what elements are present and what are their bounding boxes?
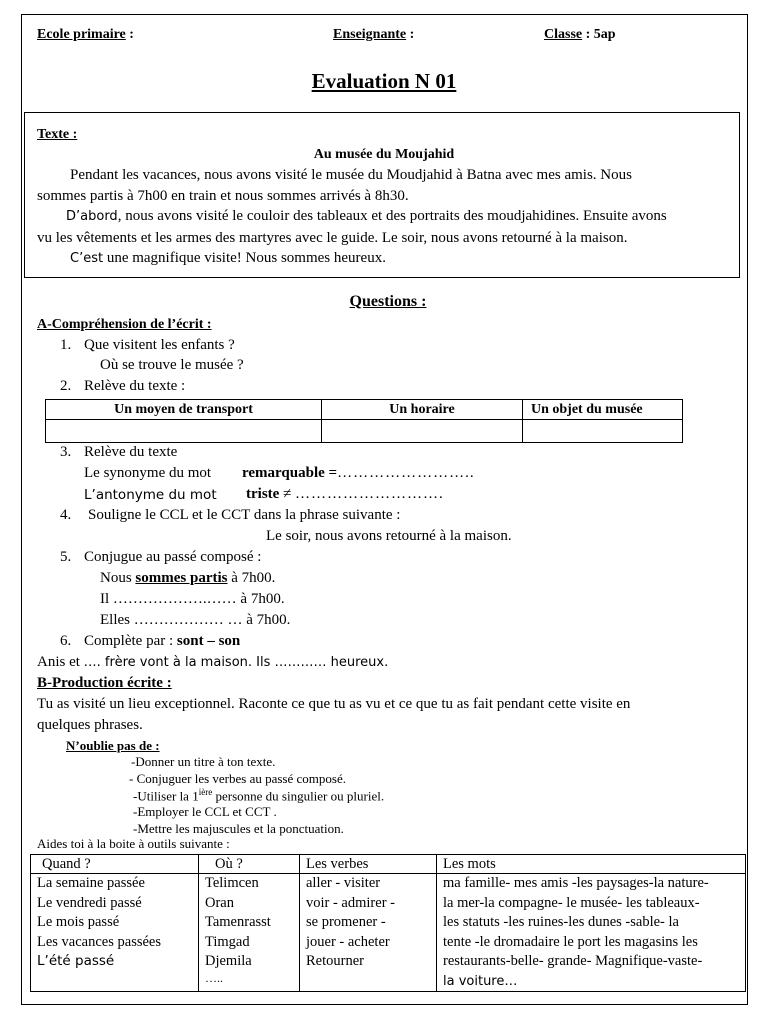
table-header-horaire: Un horaire	[322, 400, 523, 420]
school-label: Ecole primaire	[37, 27, 126, 42]
q3-antonym-sign: ≠	[279, 486, 296, 502]
reminder-title: N’oublie pas de :	[66, 738, 160, 753]
verbe-item: voir - admirer -	[306, 894, 395, 911]
q3-antonym-label: L’antonyme du mot	[84, 487, 217, 503]
q6-sentence-start: Anis et	[37, 654, 84, 670]
ou-item: Telimcen	[205, 875, 259, 891]
ou-item: Timgad	[205, 933, 250, 950]
text-section-label: Texte :	[37, 127, 78, 142]
text-p1-line1: Pendant les vacances, nous avons visité le musée du Moudjahid à Batna avec mes amis. Nous	[70, 167, 632, 183]
reminder-3-sup: ière	[198, 787, 213, 797]
q5-nous-verb: sommes partis	[135, 570, 228, 586]
q3-synonym-line	[242, 465, 475, 482]
verbe-item: Retourner	[306, 953, 364, 969]
mots-line: ma famille- mes amis -les paysages-la nature-	[443, 875, 709, 891]
ou-item: Tamenrasst	[205, 914, 271, 930]
text-p2-line1	[66, 208, 667, 225]
quand-item: L’été passé	[37, 953, 115, 969]
q5-line-il	[100, 591, 285, 608]
q6-sentence-rest[interactable]: …. frère vont à la maison. Ils ………… heureux.	[83, 655, 389, 670]
toolbox-col-quand	[31, 874, 199, 992]
table-header-transport: Un moyen de transport	[46, 400, 322, 420]
text-p3-rest: une magnifique visite! Nous sommes heureux.	[103, 250, 386, 266]
toolbox-col-verbes	[300, 874, 437, 992]
transport-table-header-row	[46, 400, 683, 420]
q1-text: Que visitent les enfants ?	[84, 337, 235, 353]
reminder-3	[133, 787, 384, 804]
reminder-5: -Mettre les majuscules et la ponctuation.	[133, 821, 344, 836]
toolbox-header-row	[31, 855, 746, 874]
text-p2-rest: , nous avons visité le couloir des tableaux et des portraits des moudjahidines. Ensuite avons	[117, 208, 667, 224]
toolbox-col-ou	[199, 874, 300, 992]
reminder-3-end: personne du singulier ou pluriel.	[212, 788, 385, 804]
reminder-4: -Employer le CCL et CCT .	[133, 804, 277, 819]
q3-antonym-line	[246, 486, 444, 503]
section-b-title: B-Production écrite :	[37, 675, 172, 691]
class-label: Classe	[544, 27, 583, 42]
mots-line: les statuts -les ruines-les dunes -sable- la	[443, 914, 679, 930]
ou-item: Oran	[205, 894, 234, 911]
q6-words: sont – son	[176, 633, 241, 649]
q4-number: 4.	[60, 507, 72, 523]
q6-text: Complète par :	[84, 633, 177, 649]
toolbox-header-verbes: Les verbes	[300, 855, 437, 874]
verbe-item: se promener -	[306, 914, 386, 930]
q6-number: 6.	[60, 633, 72, 649]
q5-elles-blank[interactable]: ……………… …	[133, 612, 243, 628]
aids-line: Aides toi à la boite à outils suivante :	[37, 836, 230, 851]
q4-sentence: Le soir, nous avons retourné à la maison.	[266, 528, 512, 544]
mots-line: tente -le dromadaire le port les magasins les	[443, 933, 698, 950]
section-b-prompt-line2: quelques phrases.	[37, 717, 143, 733]
q3-antonym-blank[interactable]: ……………………….	[295, 486, 444, 502]
q1-number: 1.	[60, 337, 72, 353]
q3-synonym-word: remarquable =	[242, 465, 338, 481]
toolbox-col-mots	[437, 874, 746, 992]
questions-title: Questions :	[349, 293, 427, 310]
reminder-3-start: -Utiliser la 1	[133, 788, 199, 804]
transport-table	[45, 399, 683, 443]
section-a-title: A-Compréhension de l’écrit :	[37, 317, 212, 332]
ou-item: …..	[205, 970, 223, 985]
q3-antonym-word: triste	[246, 486, 280, 502]
section-b-prompt-line1: Tu as visité un lieu exceptionnel. Raconte ce que tu as vu et ce que tu as fait pendant cette visite en	[37, 696, 631, 712]
teacher-label-line	[333, 27, 414, 43]
school-suffix: :	[125, 27, 134, 42]
q5-nous-subject: Nous	[100, 570, 136, 586]
toolbox-header-ou: Où ?	[199, 855, 300, 874]
toolbox-table	[30, 854, 746, 992]
q5-text: Conjugue au passé composé :	[84, 549, 262, 565]
text-p2-line2: vu les vêtements et les armes des martyres avec le guide. Le soir, nous avons retourné à la maison.	[37, 230, 628, 246]
mots-line: restaurants-belle- grande- Magnifique-vaste-	[443, 953, 703, 969]
toolbox-header-mots: Les mots	[437, 855, 746, 874]
q5-number: 5.	[60, 549, 72, 565]
verbe-item: jouer - acheter	[306, 933, 390, 950]
reminder-1: -Donner un titre à ton texte.	[131, 754, 276, 769]
school-label-line	[37, 27, 134, 43]
reminder-2: - Conjuguer les verbes au passé composé.	[129, 771, 346, 786]
answer-cell-horaire[interactable]	[322, 420, 523, 443]
page-title: Evaluation N 01	[311, 69, 457, 93]
text-p3-start: C’est	[70, 251, 104, 266]
answer-cell-objet[interactable]	[523, 420, 683, 443]
text-heading: Au musée du Moujahid	[313, 147, 455, 162]
q3-synonym-blank[interactable]: ……………………..	[337, 465, 475, 481]
q3-text: Relève du texte	[84, 444, 178, 460]
q5-il-blank[interactable]: ……………….……	[112, 591, 237, 607]
mots-line: la mer-la compagne- le musée- les tableaux-	[443, 894, 700, 911]
text-p2-start: D’abord	[66, 209, 118, 224]
q5-elles-subject: Elles	[100, 612, 134, 628]
q3-number: 3.	[60, 444, 72, 460]
table-header-objet: Un objet du musée	[523, 400, 683, 420]
transport-table-answer-row	[46, 420, 683, 443]
q1-subquestion: Où se trouve le musée ?	[100, 357, 244, 373]
toolbox-header-quand: Quand ?	[31, 855, 199, 874]
q2-number: 2.	[60, 378, 72, 394]
class-value: : 5ap	[582, 27, 616, 42]
q5-il-subject: Il	[100, 591, 113, 607]
class-label-line	[544, 27, 616, 43]
ou-item: Djemila	[205, 953, 252, 969]
q2-text: Relève du texte :	[84, 378, 186, 394]
text-p1-line2: sommes partis à 7h00 en train et nous sommes arrivés à 8h30.	[37, 188, 409, 204]
q5-line-nous	[100, 570, 275, 587]
teacher-suffix: :	[406, 27, 415, 42]
q6-sentence	[37, 654, 388, 671]
answer-cell-transport[interactable]	[46, 420, 322, 443]
text-p3	[70, 250, 386, 267]
quand-item: Le mois passé	[37, 914, 120, 930]
q5-elles-end: à 7h00.	[242, 612, 291, 628]
quand-item: Le vendredi passé	[37, 894, 142, 911]
q6-line	[84, 633, 240, 650]
teacher-label: Enseignante	[333, 27, 407, 42]
q5-line-elles	[100, 612, 290, 629]
q4-text: Souligne le CCL et le CCT dans la phrase suivante :	[88, 507, 401, 523]
verbe-item: aller - visiter	[306, 875, 381, 891]
q5-nous-end: à 7h00.	[227, 570, 276, 586]
quand-item: La semaine passée	[37, 875, 145, 891]
q5-il-end: à 7h00.	[236, 591, 285, 607]
toolbox-body-row	[31, 874, 746, 992]
q3-synonym-label: Le synonyme du mot	[84, 465, 212, 481]
quand-item: Les vacances passées	[37, 933, 161, 950]
mots-line: la voiture…	[443, 973, 518, 989]
